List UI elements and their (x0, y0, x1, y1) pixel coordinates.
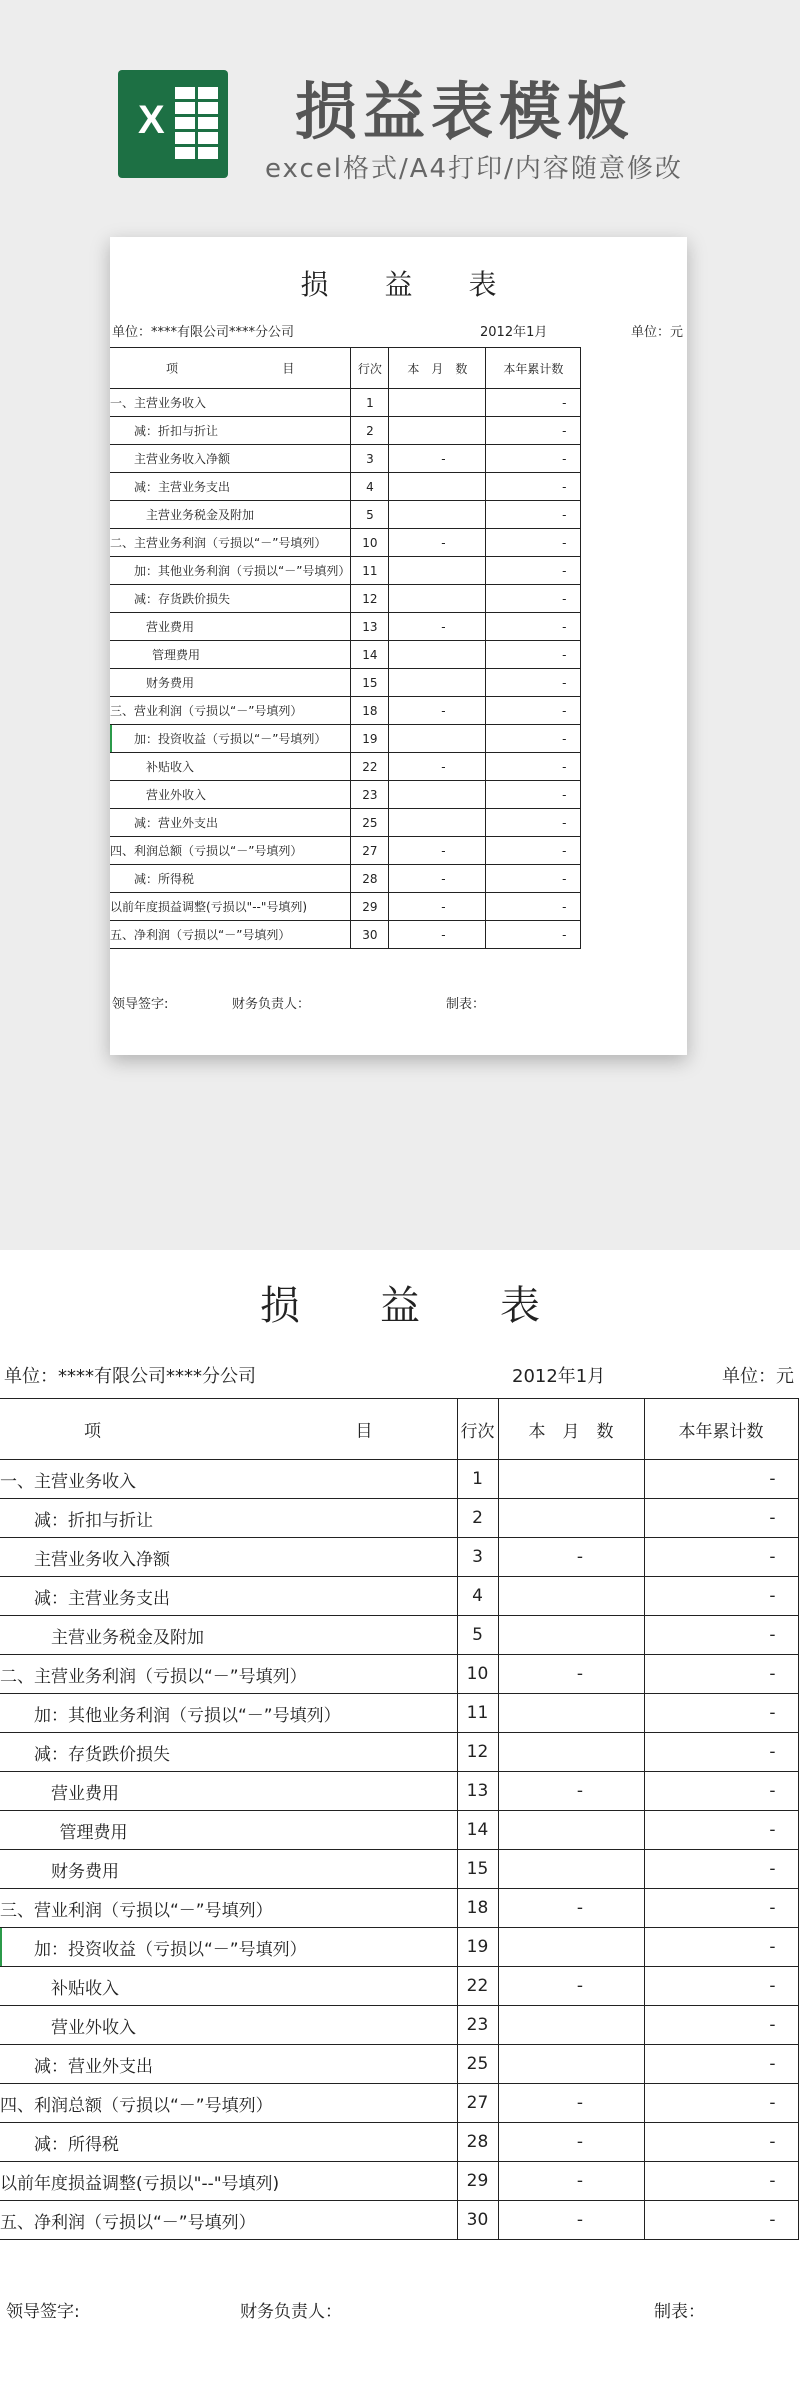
row-month-value[interactable]: - (389, 753, 486, 781)
row-number[interactable]: 30 (351, 921, 389, 949)
row-item-name[interactable]: 加：投资收益（亏损以“－”号填列） (0, 1928, 457, 1967)
row-item-name[interactable]: 减：营业外支出 (0, 2045, 457, 2084)
table-row (0, 1694, 798, 1733)
maker-label: 制表： (654, 2302, 705, 2322)
row-number[interactable]: 12 (457, 1733, 498, 1772)
row-ytd-value[interactable]: - (644, 2123, 798, 2162)
row-number[interactable]: 23 (351, 781, 389, 809)
table-row (0, 1733, 798, 1772)
row-month-value[interactable] (389, 641, 486, 669)
table-row (0, 1772, 798, 1811)
row-month-value[interactable]: - (498, 2201, 644, 2240)
row-ytd-value[interactable]: - (486, 753, 581, 781)
row-month-value[interactable]: - (389, 697, 486, 725)
row-month-value[interactable] (498, 2045, 644, 2084)
row-ytd-value[interactable]: - (486, 501, 581, 529)
sheet-title-char: 益 (384, 268, 413, 301)
table-row (110, 389, 581, 417)
row-item-name[interactable]: 管理费用 (110, 641, 351, 669)
table-row (110, 865, 581, 893)
row-ytd-value[interactable]: - (644, 1616, 798, 1655)
table-row (0, 1928, 798, 1967)
row-ytd-value[interactable]: - (486, 781, 581, 809)
header-month: 本 月 数 (498, 1399, 644, 1460)
row-month-value[interactable] (498, 1850, 644, 1889)
income-table (110, 347, 581, 949)
table-row (0, 1850, 798, 1889)
header-item-right: 目 (355, 1421, 373, 1442)
row-number[interactable]: 5 (351, 501, 389, 529)
row-ytd-value[interactable]: - (644, 1811, 798, 1850)
table-row (110, 641, 581, 669)
row-number[interactable]: 10 (351, 529, 389, 557)
row-month-value[interactable]: - (389, 529, 486, 557)
header-item (0, 1399, 457, 1460)
row-item-name[interactable]: 四、利润总额（亏损以“－”号填列） (110, 837, 351, 865)
page-subtitle: excel格式/A4打印/内容随意修改 (265, 154, 683, 184)
unit-currency: 单位：元 (722, 1366, 794, 1387)
row-item-name[interactable]: 以前年度损益调整(亏损以"--"号填列) (0, 2162, 457, 2201)
sheet-title-char: 损 (260, 1283, 300, 1329)
table-row (0, 2045, 798, 2084)
header-row-no: 行次 (351, 348, 389, 389)
row-ytd-value[interactable]: - (644, 1694, 798, 1733)
row-item-name[interactable]: 减：主营业务支出 (110, 473, 351, 501)
row-number[interactable]: 13 (457, 1772, 498, 1811)
row-ytd-value[interactable]: - (644, 1655, 798, 1694)
row-month-value[interactable] (389, 669, 486, 697)
row-item-name[interactable]: 一、主营业务收入 (0, 1460, 457, 1499)
row-month-value[interactable]: - (498, 2123, 644, 2162)
row-number[interactable]: 23 (457, 2006, 498, 2045)
row-item-name[interactable]: 三、营业利润（亏损以“－”号填列） (110, 697, 351, 725)
row-item-name[interactable]: 营业外收入 (110, 781, 351, 809)
row-number[interactable]: 4 (351, 473, 389, 501)
row-item-name[interactable]: 营业外收入 (0, 2006, 457, 2045)
table-row (0, 1616, 798, 1655)
row-item-name[interactable]: 三、营业利润（亏损以“－”号填列） (0, 1889, 457, 1928)
sheet-title (110, 263, 687, 303)
row-item-name[interactable]: 财务费用 (0, 1850, 457, 1889)
row-ytd-value[interactable]: - (486, 557, 581, 585)
row-item-name[interactable]: 二、主营业务利润（亏损以“－”号填列） (0, 1655, 457, 1694)
row-number[interactable]: 18 (351, 697, 389, 725)
row-item-name[interactable]: 四、利润总额（亏损以“－”号填列） (0, 2084, 457, 2123)
row-month-value[interactable] (498, 1733, 644, 1772)
sheet-title-char: 表 (468, 268, 497, 301)
row-ytd-value[interactable]: - (644, 1850, 798, 1889)
row-month-value[interactable] (389, 389, 486, 417)
row-item-name[interactable]: 主营业务收入净额 (0, 1538, 457, 1577)
table-row (110, 473, 581, 501)
table-row (110, 529, 581, 557)
table-row (110, 669, 581, 697)
header-item-left: 项 (84, 1421, 101, 1442)
table-row (110, 837, 581, 865)
period: 2012年1月 (512, 1366, 606, 1387)
row-item-name[interactable]: 减：存货跌价损失 (0, 1733, 457, 1772)
row-month-value[interactable] (389, 781, 486, 809)
unit-currency: 单位：元 (630, 325, 683, 340)
header-item-right: 目 (282, 361, 295, 376)
row-number[interactable]: 10 (457, 1655, 498, 1694)
row-item-name[interactable]: 加：投资收益（亏损以“－”号填列） (110, 725, 351, 753)
row-item-name[interactable]: 加：其他业务利润（亏损以“－”号填列） (0, 1694, 457, 1733)
row-item-name[interactable]: 财务费用 (110, 669, 351, 697)
row-item-name[interactable]: 管理费用 (0, 1811, 457, 1850)
table-row (0, 1655, 798, 1694)
table-row (0, 1538, 798, 1577)
row-number[interactable]: 15 (351, 669, 389, 697)
banner-header (0, 0, 800, 230)
sheet-title (0, 1274, 800, 1331)
excel-icon (118, 70, 228, 178)
header-ytd: 本年累计数 (486, 348, 581, 389)
row-month-value[interactable] (389, 585, 486, 613)
table-row (110, 417, 581, 445)
row-number[interactable]: 22 (457, 1967, 498, 2006)
table-row (110, 725, 581, 753)
row-number[interactable]: 5 (457, 1616, 498, 1655)
row-ytd-value[interactable]: - (644, 1889, 798, 1928)
row-month-value[interactable]: - (389, 837, 486, 865)
row-ytd-value[interactable]: - (486, 473, 581, 501)
row-item-name[interactable]: 减：折扣与折让 (110, 417, 351, 445)
table-row (110, 501, 581, 529)
period: 2012年1月 (480, 325, 548, 340)
page-title: 损益表模板 (295, 75, 636, 148)
table-row (0, 2162, 798, 2201)
row-ytd-value[interactable]: - (486, 585, 581, 613)
row-item-name[interactable]: 减：折扣与折让 (0, 1499, 457, 1538)
row-item-name[interactable]: 五、净利润（亏损以“－”号填列） (110, 921, 351, 949)
table-row (110, 921, 581, 949)
row-month-value[interactable] (389, 417, 486, 445)
row-item-name[interactable]: 五、净利润（亏损以“－”号填列） (0, 2201, 457, 2240)
row-number[interactable]: 15 (457, 1850, 498, 1889)
row-number[interactable]: 18 (457, 1889, 498, 1928)
row-number[interactable]: 2 (457, 1499, 498, 1538)
table-header-row (0, 1399, 798, 1460)
row-ytd-value[interactable]: - (486, 893, 581, 921)
row-ytd-value[interactable]: - (644, 1499, 798, 1538)
row-number[interactable]: 14 (351, 641, 389, 669)
row-month-value[interactable]: - (389, 893, 486, 921)
sheet-title-char: 表 (500, 1283, 540, 1329)
header-row-no: 行次 (457, 1399, 498, 1460)
row-item-name[interactable]: 补贴收入 (110, 753, 351, 781)
row-ytd-value[interactable]: - (486, 613, 581, 641)
row-number[interactable]: 29 (351, 893, 389, 921)
row-number[interactable]: 28 (457, 2123, 498, 2162)
table-row (0, 1811, 798, 1850)
row-number[interactable]: 14 (457, 1811, 498, 1850)
table-row (110, 585, 581, 613)
row-month-value[interactable] (498, 1694, 644, 1733)
row-ytd-value[interactable]: - (644, 2006, 798, 2045)
row-ytd-value[interactable]: - (486, 809, 581, 837)
table-header-row (110, 348, 581, 389)
row-ytd-value[interactable]: - (644, 2084, 798, 2123)
row-month-value[interactable]: - (498, 2084, 644, 2123)
row-month-value[interactable] (389, 725, 486, 753)
row-number[interactable]: 2 (351, 417, 389, 445)
row-number[interactable]: 11 (351, 557, 389, 585)
row-month-value[interactable]: - (498, 1967, 644, 2006)
row-month-value[interactable]: - (498, 1889, 644, 1928)
table-row (110, 893, 581, 921)
row-ytd-value[interactable]: - (644, 2045, 798, 2084)
row-ytd-value[interactable]: - (644, 1577, 798, 1616)
row-number[interactable]: 27 (351, 837, 389, 865)
row-item-name[interactable]: 减：营业外支出 (110, 809, 351, 837)
row-item-name[interactable]: 营业费用 (0, 1772, 457, 1811)
table-row (0, 1889, 798, 1928)
row-item-name[interactable]: 营业费用 (110, 613, 351, 641)
row-number[interactable]: 27 (457, 2084, 498, 2123)
row-ytd-value[interactable]: - (486, 445, 581, 473)
row-number[interactable]: 1 (351, 389, 389, 417)
row-number[interactable]: 25 (457, 2045, 498, 2084)
row-ytd-value[interactable]: - (644, 2201, 798, 2240)
table-row (0, 2201, 798, 2240)
sheet-title-char: 益 (380, 1283, 420, 1329)
row-month-value[interactable]: - (389, 613, 486, 641)
table-row (110, 753, 581, 781)
main-sheet (0, 1250, 800, 2381)
row-number[interactable]: 13 (351, 613, 389, 641)
row-month-value[interactable] (389, 809, 486, 837)
row-month-value[interactable] (498, 1811, 644, 1850)
table-row (110, 809, 581, 837)
header-month: 本 月 数 (389, 348, 486, 389)
income-table (0, 1398, 799, 2240)
row-item-name[interactable]: 减：主营业务支出 (0, 1577, 457, 1616)
row-ytd-value[interactable]: - (486, 865, 581, 893)
row-ytd-value[interactable]: - (486, 529, 581, 557)
row-item-name[interactable]: 补贴收入 (0, 1967, 457, 2006)
row-month-value[interactable]: - (498, 1655, 644, 1694)
row-month-value[interactable] (498, 1928, 644, 1967)
table-row (110, 613, 581, 641)
row-ytd-value[interactable]: - (486, 669, 581, 697)
row-ytd-value[interactable]: - (486, 641, 581, 669)
row-ytd-value[interactable]: - (644, 1460, 798, 1499)
row-ytd-value[interactable]: - (644, 1733, 798, 1772)
row-item-name[interactable]: 减：存货跌价损失 (110, 585, 351, 613)
row-ytd-value[interactable]: - (486, 725, 581, 753)
row-month-value[interactable] (498, 2006, 644, 2045)
finance-head-label: 财务负责人： (232, 997, 311, 1012)
row-item-name[interactable]: 减：所得税 (110, 865, 351, 893)
row-item-name[interactable]: 一、主营业务收入 (110, 389, 351, 417)
row-month-value[interactable] (498, 1577, 644, 1616)
row-ytd-value[interactable]: - (644, 1772, 798, 1811)
header-item-left: 项 (166, 361, 179, 376)
row-month-value[interactable] (389, 501, 486, 529)
table-row (110, 697, 581, 725)
maker-label: 制表： (446, 997, 486, 1012)
row-month-value[interactable] (389, 473, 486, 501)
table-row (0, 2123, 798, 2162)
preview-sheet (110, 237, 687, 1055)
row-ytd-value[interactable]: - (486, 417, 581, 445)
row-month-value[interactable] (498, 1616, 644, 1655)
row-item-name[interactable]: 主营业务收入净额 (110, 445, 351, 473)
leader-signature-label: 领导签字: (112, 997, 169, 1012)
sheet-title-char: 损 (300, 268, 329, 301)
row-item-name[interactable]: 主营业务税金及附加 (0, 1616, 457, 1655)
row-number[interactable]: 1 (457, 1460, 498, 1499)
row-number[interactable]: 3 (351, 445, 389, 473)
table-row (0, 1577, 798, 1616)
unit-company: 单位：****有限公司****分公司 (112, 325, 295, 340)
row-month-value[interactable] (389, 557, 486, 585)
row-ytd-value[interactable]: - (644, 1967, 798, 2006)
table-row (110, 781, 581, 809)
row-number[interactable]: 22 (351, 753, 389, 781)
header-ytd: 本年累计数 (644, 1399, 798, 1460)
row-item-name[interactable]: 以前年度损益调整(亏损以"--"号填列) (110, 893, 351, 921)
row-ytd-value[interactable]: - (486, 389, 581, 417)
row-number[interactable]: 4 (457, 1577, 498, 1616)
row-month-value[interactable]: - (498, 1772, 644, 1811)
row-number[interactable]: 19 (457, 1928, 498, 1967)
row-ytd-value[interactable]: - (486, 921, 581, 949)
row-month-value[interactable] (498, 1499, 644, 1538)
row-number[interactable]: 12 (351, 585, 389, 613)
excel-icon-letter: X (138, 98, 165, 142)
row-number[interactable]: 28 (351, 865, 389, 893)
row-number[interactable]: 11 (457, 1694, 498, 1733)
row-month-value[interactable]: - (389, 921, 486, 949)
unit-company: 单位：****有限公司****分公司 (4, 1366, 256, 1387)
row-number[interactable]: 25 (351, 809, 389, 837)
table-row (0, 2084, 798, 2123)
row-number[interactable]: 3 (457, 1538, 498, 1577)
finance-head-label: 财务负责人： (240, 2302, 342, 2322)
table-row (0, 2006, 798, 2045)
table-row (110, 557, 581, 585)
row-ytd-value[interactable]: - (486, 837, 581, 865)
row-month-value[interactable]: - (498, 2162, 644, 2201)
row-item-name[interactable]: 加：其他业务利润（亏损以“－”号填列） (110, 557, 351, 585)
table-row (110, 445, 581, 473)
row-month-value[interactable]: - (389, 865, 486, 893)
row-number[interactable]: 30 (457, 2201, 498, 2240)
row-item-name[interactable]: 主营业务税金及附加 (110, 501, 351, 529)
row-item-name[interactable]: 二、主营业务利润（亏损以“－”号填列） (110, 529, 351, 557)
table-row (0, 1460, 798, 1499)
table-row (0, 1499, 798, 1538)
row-ytd-value[interactable]: - (486, 697, 581, 725)
row-ytd-value[interactable]: - (644, 2162, 798, 2201)
row-month-value[interactable]: - (498, 1538, 644, 1577)
row-number[interactable]: 19 (351, 725, 389, 753)
row-number[interactable]: 29 (457, 2162, 498, 2201)
row-month-value[interactable]: - (389, 445, 486, 473)
leader-signature-label: 领导签字: (6, 2302, 80, 2322)
row-month-value[interactable] (498, 1460, 644, 1499)
header-item (110, 348, 351, 389)
row-ytd-value[interactable]: - (644, 1538, 798, 1577)
table-row (0, 1967, 798, 2006)
row-item-name[interactable]: 减：所得税 (0, 2123, 457, 2162)
row-ytd-value[interactable]: - (644, 1928, 798, 1967)
